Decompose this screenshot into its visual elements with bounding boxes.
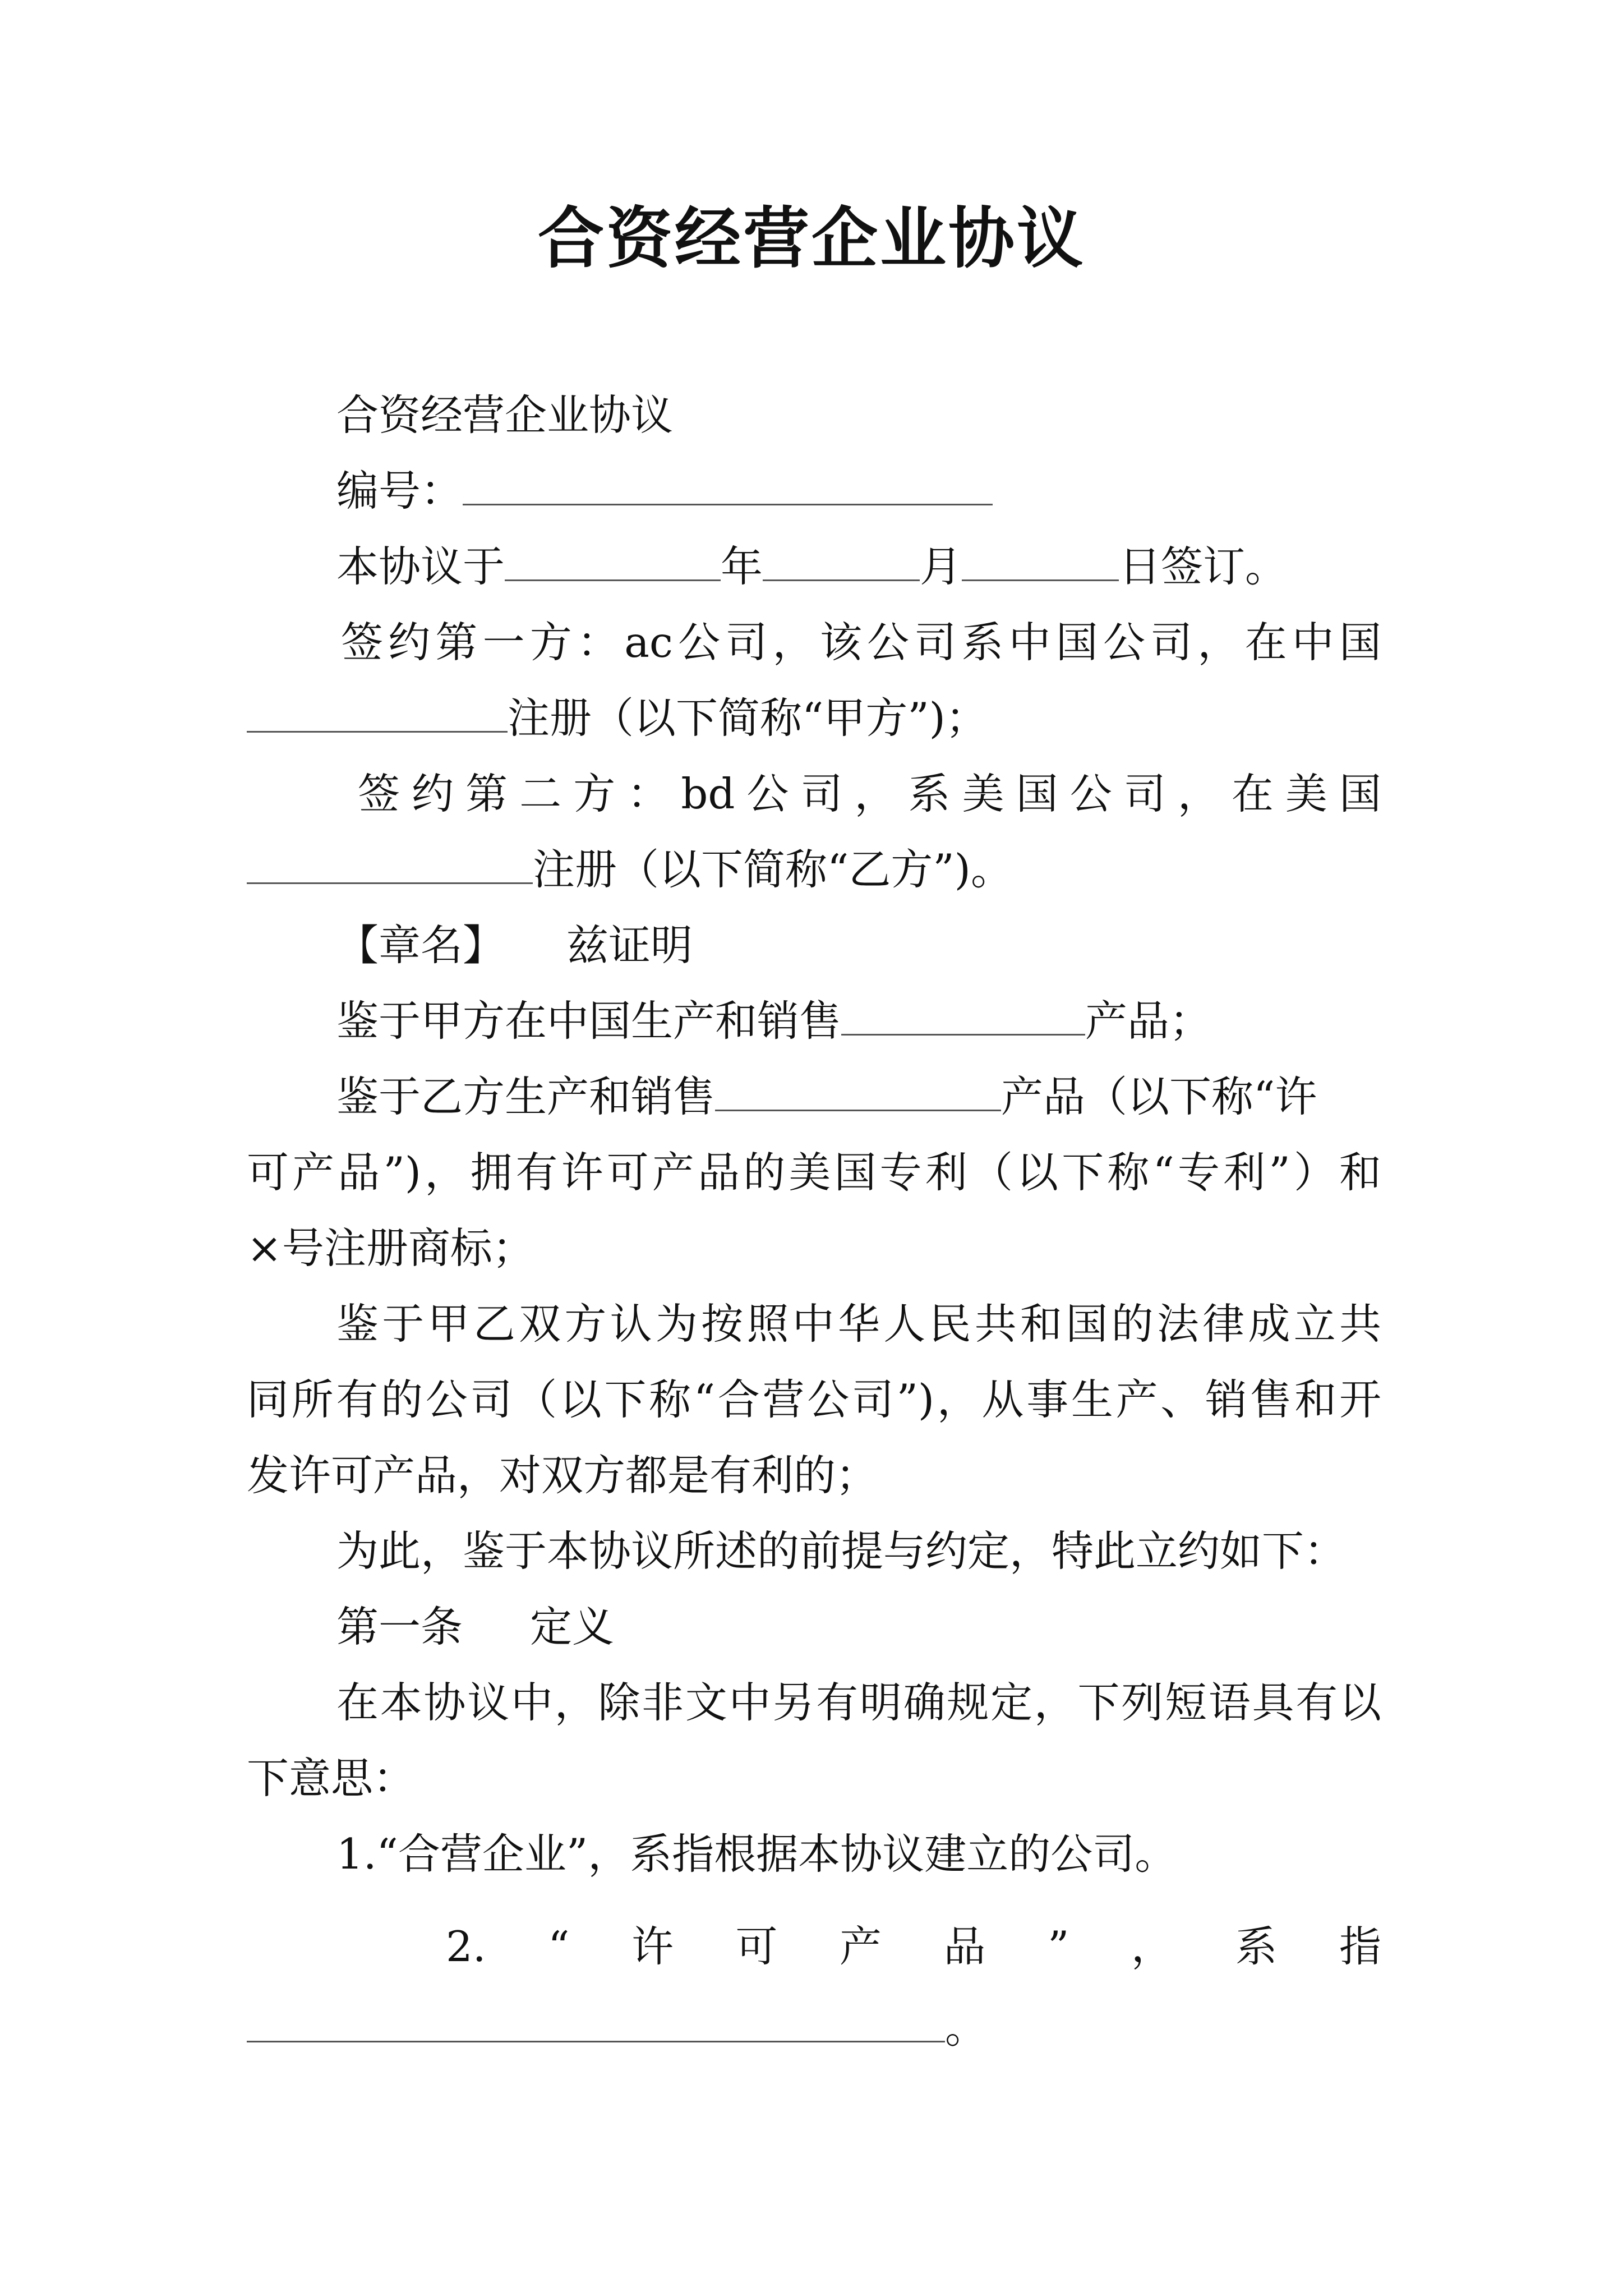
whereas-1: [336, 993, 1211, 1049]
party-b-line2-text: 注册（以下简称“乙方”)。: [533, 845, 1013, 894]
def-2-end: 。: [945, 2003, 988, 2053]
chapter-line: [336, 917, 693, 973]
therefore-line: 为此，鉴于本协议所述的前提与约定，特此立约如下：: [336, 1526, 1347, 1576]
definitions-line2: 下意思：: [247, 1754, 416, 1803]
whereas-2-line2: 可产品”)，拥有许可产品的美国专利（以下称“专利”）和: [247, 1148, 1381, 1197]
year-blank: [505, 540, 721, 581]
definition-2-line1: [446, 1918, 1381, 1975]
whereas-1-suffix: 产品；: [1085, 996, 1212, 1046]
definition-1: 1.“合营企业”，系指根据本协议建立的公司。: [336, 1829, 1177, 1879]
subtitle: 合资经营企业协议: [336, 390, 674, 440]
article-1-title: 定义: [530, 1602, 615, 1651]
number-line: [336, 463, 993, 519]
def-2-blank: [247, 2001, 945, 2042]
party-b-line1: 签约第二方：bd公司，系美国公司，在美国: [358, 769, 1381, 818]
month-label: 月: [920, 542, 962, 591]
def-2-open-quote: “: [548, 1922, 570, 1971]
def-2-close-quote: ”: [1048, 1922, 1069, 1971]
whereas-1-prefix: 鉴于甲方在中国生产和销售: [336, 996, 842, 1046]
whereas-2-line1: [336, 1069, 1317, 1125]
party-a-place-blank: [247, 692, 508, 733]
whereas-1-blank: [841, 995, 1085, 1036]
whereas-3-line3: 发许可产品，对双方都是有利的；: [247, 1451, 878, 1500]
chapter-label: 【章名】: [336, 921, 505, 970]
article-1-heading: [336, 1599, 614, 1655]
party-a-line1: 签约第一方：ac公司，该公司系中国公司，在中国: [341, 618, 1381, 667]
definition-2-line2: [247, 2000, 987, 2056]
month-blank: [763, 540, 920, 581]
number-label: 编号：: [336, 466, 463, 516]
def-2-num: 2.: [446, 1922, 486, 1971]
def-2-char: 品: [943, 1922, 986, 1971]
document-title: 合资经营企业协议: [537, 199, 1085, 277]
article-1-label: 第一条: [336, 1602, 463, 1651]
def-2-char: 系: [1235, 1922, 1278, 1971]
chapter-text: 兹证明: [566, 921, 693, 970]
day-suffix: 日签订。: [1119, 542, 1288, 591]
definitions-line1: 在本协议中，除非文中另有明确规定，下列短语具有以: [336, 1678, 1381, 1727]
party-b-place-blank: [247, 843, 533, 884]
number-blank: [463, 464, 993, 505]
party-a-line2: [247, 690, 988, 746]
party-a-line2-text: 注册（以下简称“甲方”)；: [508, 693, 988, 743]
def-2-char: 产: [840, 1922, 882, 1971]
def-2-comma: ，: [1131, 1922, 1173, 1971]
whereas-2-prefix: 鉴于乙方生产和销售: [336, 1072, 716, 1121]
whereas-3-line1: 鉴于甲乙双方认为按照中华人民共和国的法律成立共: [336, 1299, 1381, 1349]
def-2-char: 许: [631, 1922, 674, 1971]
def-2-char: 指: [1339, 1922, 1381, 1971]
sign-prefix: 本协议于: [336, 542, 505, 591]
whereas-2-blank: [715, 1070, 1001, 1111]
def-2-char: 可: [735, 1922, 778, 1971]
sign-date-line: [336, 539, 1287, 595]
whereas-2-suffix: 产品（以下称“许: [1001, 1072, 1317, 1121]
whereas-3-line2: 同所有的公司（以下称“合营公司”)，从事生产、销售和开: [247, 1375, 1381, 1424]
year-label: 年: [721, 542, 763, 591]
whereas-2-line3: ×号注册商标；: [247, 1223, 534, 1273]
day-blank: [962, 540, 1119, 581]
party-b-line2: [247, 841, 1013, 898]
